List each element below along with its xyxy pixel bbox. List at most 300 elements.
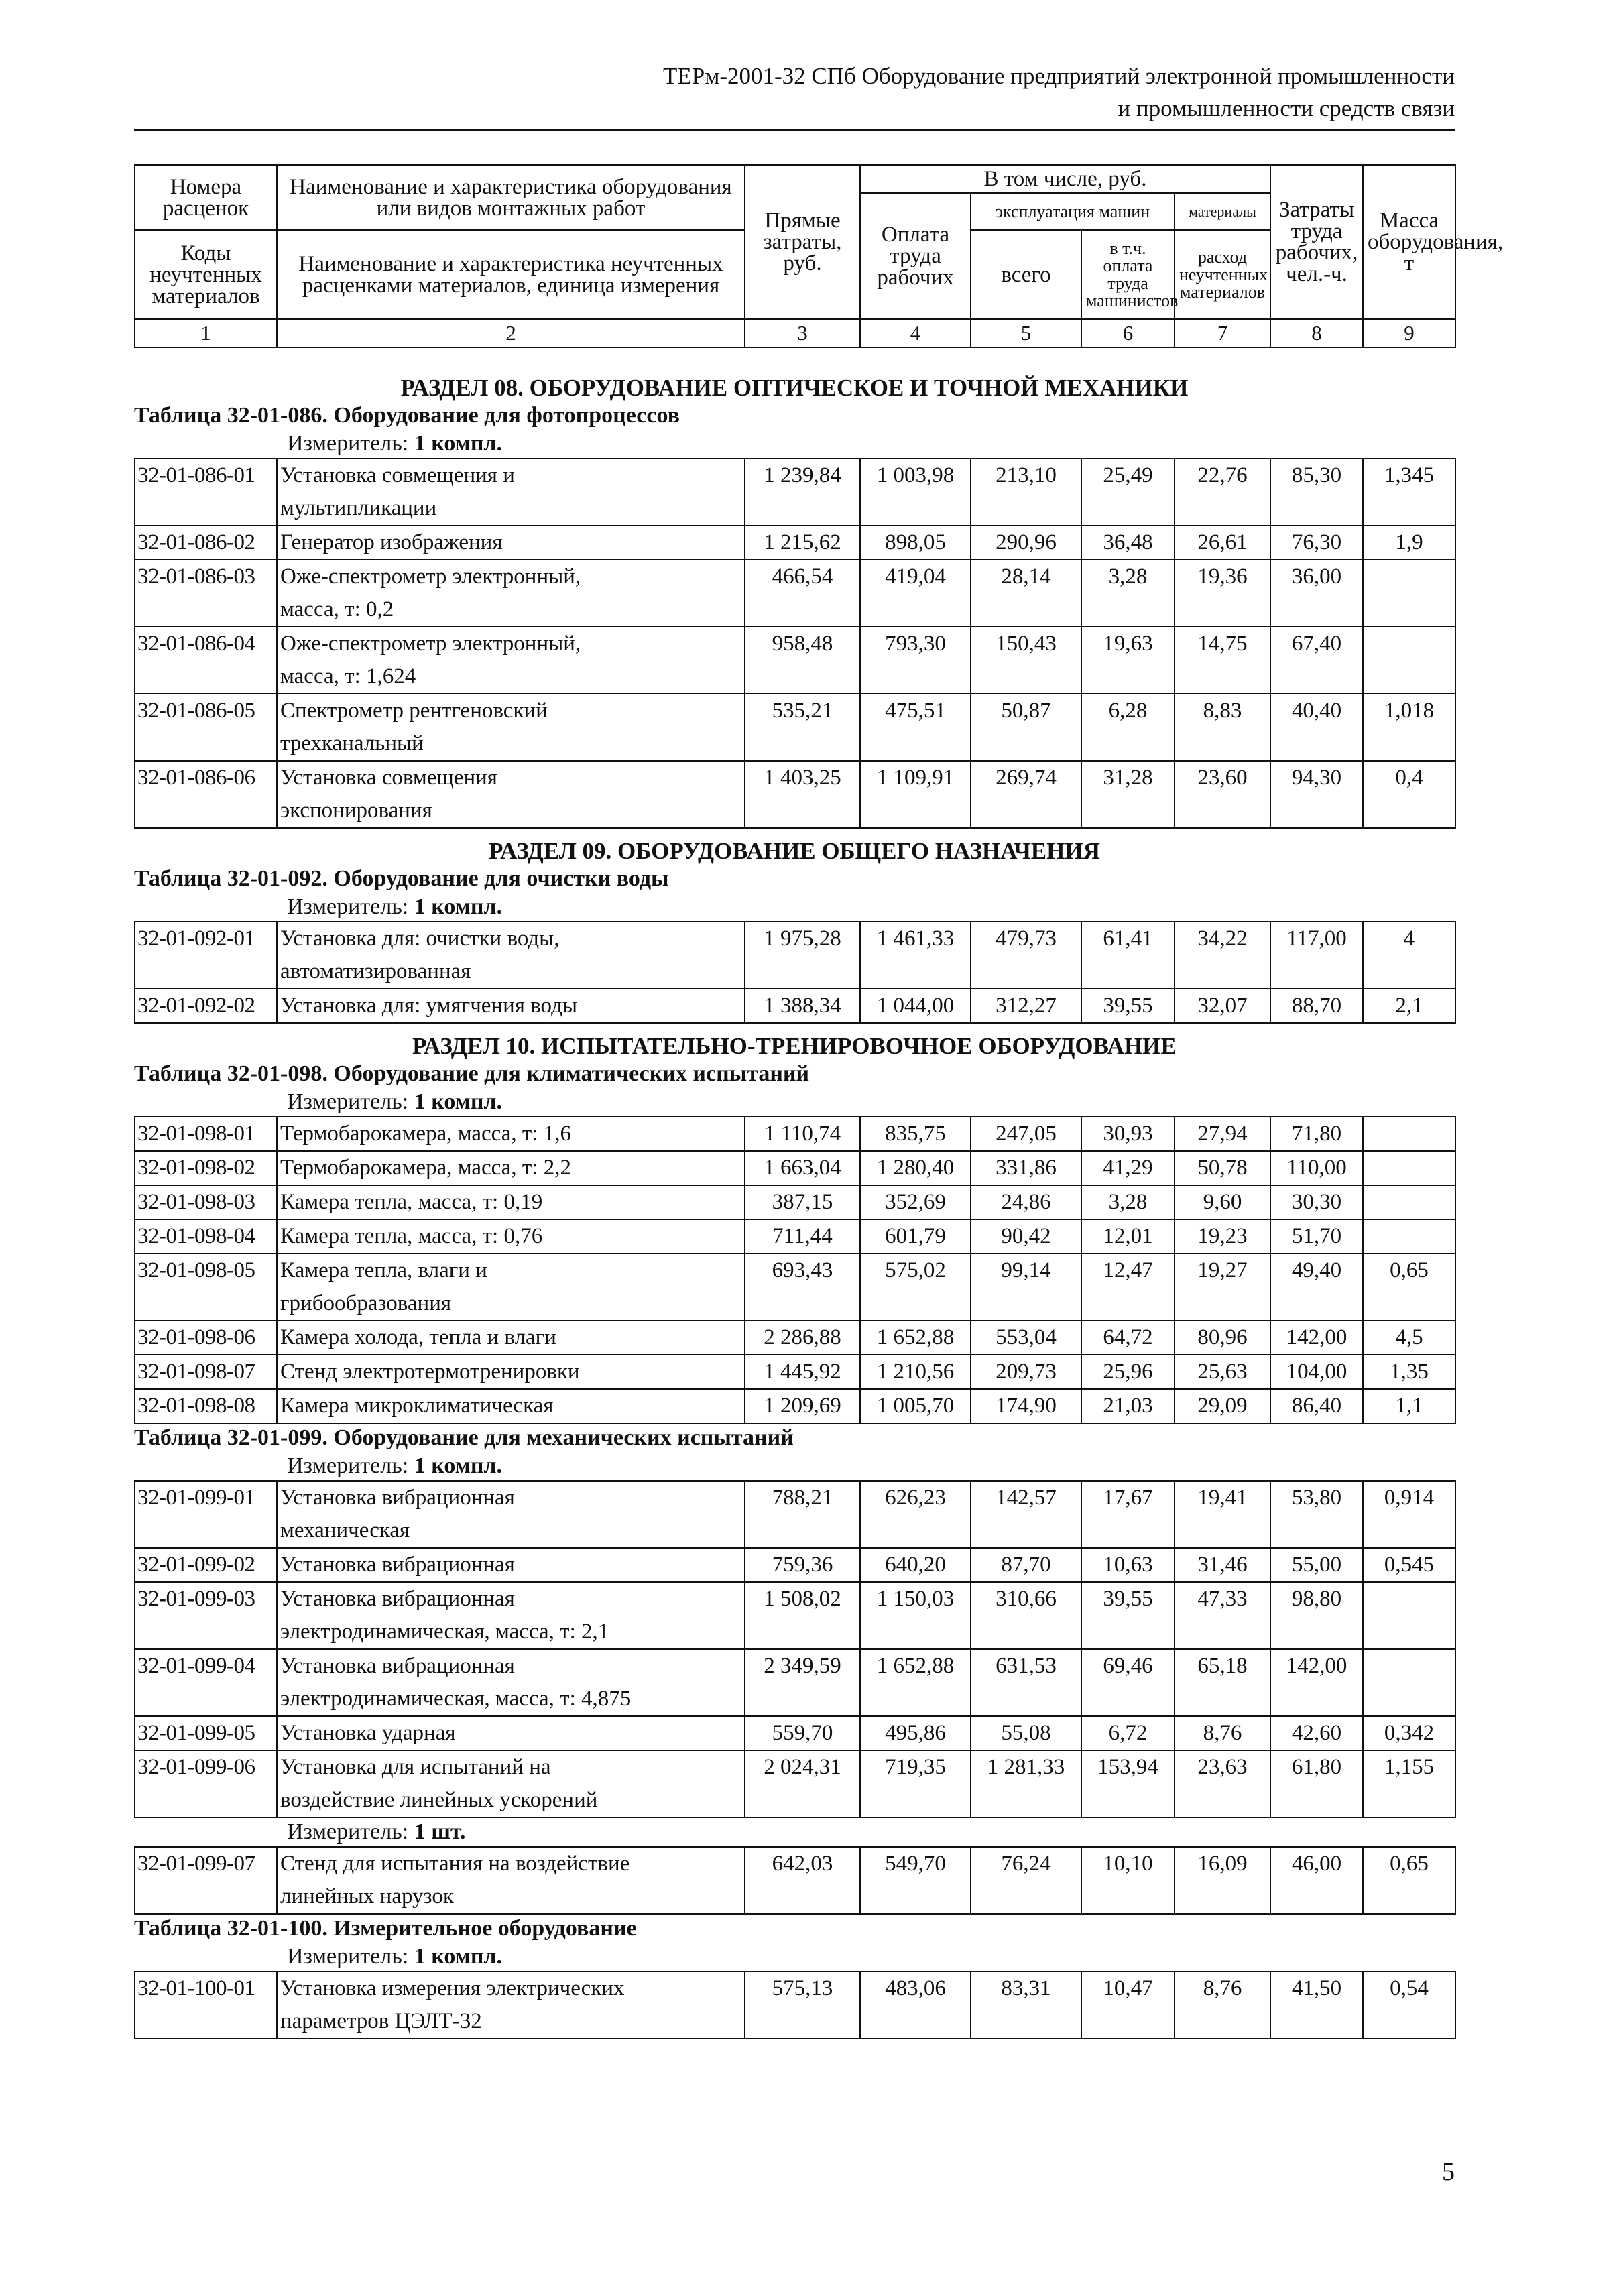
rate-name-line: Установка совмещения	[280, 766, 497, 790]
rates-table	[134, 1116, 1456, 1424]
cell-labor: 51,70	[1270, 1219, 1363, 1254]
rate-name	[277, 1321, 745, 1355]
rate-name-line: Установка совмещения и	[280, 463, 515, 487]
rate-name	[277, 1716, 745, 1750]
column-number: 6	[1081, 319, 1175, 347]
rate-code: 32-01-100-01	[135, 1972, 277, 2039]
cell-labor: 49,40	[1270, 1254, 1363, 1321]
measure-value: 1 компл.	[414, 1453, 503, 1478]
cell-machine-wages: 10,10	[1081, 1847, 1175, 1914]
column-number: 8	[1270, 319, 1363, 347]
table-row	[135, 560, 1455, 627]
rate-code: 32-01-092-01	[135, 922, 277, 989]
cell-wages: 1 005,70	[860, 1389, 971, 1423]
rate-name-line: грибообразования	[280, 1291, 452, 1315]
cell-machines: 99,14	[971, 1254, 1081, 1321]
rate-name	[277, 1847, 745, 1914]
rate-name-line: трехканальный	[280, 731, 424, 756]
rate-code: 32-01-098-05	[135, 1254, 277, 1321]
rate-name-line: масса, т: 0,2	[280, 597, 394, 621]
measure-line	[287, 893, 1455, 921]
rate-name-line: Установка вибрационная	[280, 1486, 515, 1510]
section-title: РАЗДЕЛ 08. ОБОРУДОВАНИЕ ОПТИЧЕСКОЕ И ТОЧНОЙ МЕХАНИКИ	[400, 375, 1189, 401]
cell-labor: 46,00	[1270, 1847, 1363, 1914]
rate-name-line: Камера холода, тепла и влаги	[280, 1325, 556, 1349]
cell-labor: 110,00	[1270, 1151, 1363, 1185]
rate-name	[277, 1548, 745, 1582]
cell-machine-wages: 25,96	[1081, 1355, 1175, 1389]
measure-label: Измеритель:	[287, 1944, 409, 1969]
table-row	[135, 1847, 1455, 1914]
column-number: 9	[1363, 319, 1455, 347]
rate-code: 32-01-092-02	[135, 989, 277, 1023]
measure-value: 1 компл.	[414, 1089, 503, 1114]
cell-direct-costs: 1 403,25	[745, 761, 860, 828]
section-title: РАЗДЕЛ 09. ОБОРУДОВАНИЕ ОБЩЕГО НАЗНАЧЕНИЯ	[489, 838, 1100, 864]
table-row	[135, 1716, 1455, 1750]
measure-line	[287, 1818, 1455, 1846]
head-in-total: В том числе, руб.	[860, 165, 1270, 193]
cell-direct-costs: 559,70	[745, 1716, 860, 1750]
measure-label: Измеритель:	[287, 1819, 409, 1844]
cell-machine-wages: 41,29	[1081, 1151, 1175, 1185]
rate-name-line: Оже-спектрометр электронный,	[280, 564, 581, 589]
cell-direct-costs: 2 349,59	[745, 1649, 860, 1716]
cell-mass	[1363, 1219, 1455, 1254]
rate-name-line: мультипликации	[280, 496, 437, 520]
cell-wages: 1 652,88	[860, 1321, 971, 1355]
cell-wages: 1 280,40	[860, 1151, 971, 1185]
cell-machine-wages: 153,94	[1081, 1750, 1175, 1817]
cell-mass: 0,914	[1363, 1481, 1455, 1548]
table-title: Таблица 32-01-098. Оборудование для климатических испытаний	[134, 1061, 810, 1086]
cell-labor: 67,40	[1270, 627, 1363, 694]
cell-materials: 25,63	[1175, 1355, 1270, 1389]
cell-materials: 8,76	[1175, 1972, 1270, 2039]
cell-direct-costs: 2 286,88	[745, 1321, 860, 1355]
rate-name-line: механическая	[280, 1518, 410, 1543]
rate-name-line: Установка для: очистки воды,	[280, 926, 560, 951]
rate-code: 32-01-099-02	[135, 1548, 277, 1582]
rate-code: 32-01-098-07	[135, 1355, 277, 1389]
cell-machines: 247,05	[971, 1117, 1081, 1151]
measure-line	[287, 1452, 1455, 1480]
running-header-line-1: ТЕРм-2001-32 СПб Оборудование предприятий электронной промышленности	[662, 63, 1455, 89]
cell-labor: 104,00	[1270, 1355, 1363, 1389]
cell-machines: 479,73	[971, 922, 1081, 989]
cell-mass	[1363, 627, 1455, 694]
cell-labor: 40,40	[1270, 694, 1363, 761]
cell-direct-costs: 711,44	[745, 1219, 860, 1254]
rate-name-line: Камера микроклиматическая	[280, 1394, 554, 1418]
cell-direct-costs: 1 975,28	[745, 922, 860, 989]
head-machines-all: всего	[971, 230, 1081, 319]
rate-code: 32-01-086-01	[135, 459, 277, 526]
cell-materials: 65,18	[1175, 1649, 1270, 1716]
table-row	[135, 1151, 1455, 1185]
table-row	[135, 1254, 1455, 1321]
rate-name-line: электродинамическая, масса, т: 4,875	[280, 1687, 632, 1711]
cell-wages: 1 150,03	[860, 1582, 971, 1649]
cell-mass	[1363, 1117, 1455, 1151]
cell-mass	[1363, 1185, 1455, 1219]
column-header-table	[134, 164, 1504, 348]
cell-machines: 209,73	[971, 1355, 1081, 1389]
cell-mass: 0,65	[1363, 1254, 1455, 1321]
cell-mass: 0,65	[1363, 1847, 1455, 1914]
rate-name	[277, 989, 745, 1023]
rate-code: 32-01-086-04	[135, 627, 277, 694]
rate-code: 32-01-086-06	[135, 761, 277, 828]
rate-name	[277, 459, 745, 526]
running-header-line-2: и промышленности средств связи	[1118, 95, 1455, 121]
cell-machine-wages: 39,55	[1081, 1582, 1175, 1649]
rate-name-line: экспонирования	[280, 798, 432, 823]
cell-materials: 19,27	[1175, 1254, 1270, 1321]
column-number: 4	[860, 319, 971, 347]
rate-name	[277, 1750, 745, 1817]
running-header	[134, 60, 1455, 125]
rate-name-line: воздействие линейных ускорений	[280, 1788, 598, 1812]
table-row	[135, 1649, 1455, 1716]
rate-name-line: Камера тепла, влаги и	[280, 1258, 487, 1282]
cell-labor: 142,00	[1270, 1321, 1363, 1355]
cell-materials: 26,61	[1175, 526, 1270, 560]
head-name-bottom: Наименование и характеристика неучтенных расценками материалов, единица измерения	[277, 230, 745, 319]
cell-materials: 8,76	[1175, 1716, 1270, 1750]
rate-name-line: линейных нарузок	[280, 1884, 454, 1909]
cell-wages: 475,51	[860, 694, 971, 761]
cell-labor: 98,80	[1270, 1582, 1363, 1649]
rate-name-line: Камера тепла, масса, т: 0,76	[280, 1224, 543, 1248]
measure-line	[287, 430, 1455, 458]
table-title: Таблица 32-01-099. Оборудование для механических испытаний	[134, 1425, 794, 1450]
cell-labor: 76,30	[1270, 526, 1363, 560]
rate-name	[277, 1649, 745, 1716]
rate-code: 32-01-098-01	[135, 1117, 277, 1151]
rate-name	[277, 1185, 745, 1219]
rate-name-line: Оже-спектрометр электронный,	[280, 631, 581, 656]
rate-name-line: электродинамическая, масса, т: 2,1	[280, 1620, 609, 1644]
column-number: 7	[1175, 319, 1270, 347]
measure-value: 1 компл.	[414, 1944, 503, 1969]
cell-labor: 36,00	[1270, 560, 1363, 627]
cell-mass: 0,342	[1363, 1716, 1455, 1750]
measure-label: Измеритель:	[287, 1453, 409, 1478]
cell-machine-wages: 19,63	[1081, 627, 1175, 694]
cell-materials: 19,41	[1175, 1481, 1270, 1548]
measure-label: Измеритель:	[287, 431, 409, 456]
table-row	[135, 1185, 1455, 1219]
cell-machine-wages: 36,48	[1081, 526, 1175, 560]
table-row	[135, 1548, 1455, 1582]
cell-machine-wages: 31,28	[1081, 761, 1175, 828]
table-row	[135, 989, 1455, 1023]
rate-name-line: Стенд для испытания на воздействие	[280, 1852, 630, 1876]
head-machines: эксплуатация машин	[971, 193, 1175, 230]
rate-name-line: масса, т: 1,624	[280, 664, 416, 688]
table-row	[135, 459, 1455, 526]
table-row	[135, 1582, 1455, 1649]
cell-machines: 150,43	[971, 627, 1081, 694]
cell-materials: 19,23	[1175, 1219, 1270, 1254]
cell-mass: 1,1	[1363, 1389, 1455, 1423]
head-machines-wages: в т.ч. оплата труда машинистов	[1081, 230, 1175, 319]
cell-wages: 640,20	[860, 1548, 971, 1582]
rate-name	[277, 1972, 745, 2039]
column-number: 2	[277, 319, 745, 347]
document-page	[134, 60, 1504, 2039]
table-row	[135, 922, 1455, 989]
cell-labor: 55,00	[1270, 1548, 1363, 1582]
column-number: 1	[135, 319, 277, 347]
cell-machine-wages: 12,01	[1081, 1219, 1175, 1254]
table-row	[135, 526, 1455, 560]
rates-table	[134, 1971, 1456, 2039]
rate-name-line: автоматизированная	[280, 959, 471, 983]
cell-wages: 626,23	[860, 1481, 971, 1548]
cell-mass: 1,018	[1363, 694, 1455, 761]
cell-mass: 2,1	[1363, 989, 1455, 1023]
cell-labor: 41,50	[1270, 1972, 1363, 2039]
cell-direct-costs: 1 445,92	[745, 1355, 860, 1389]
head-mass: Масса оборудования, т	[1363, 165, 1455, 319]
cell-direct-costs: 1 110,74	[745, 1117, 860, 1151]
cell-labor: 86,40	[1270, 1389, 1363, 1423]
cell-machines: 331,86	[971, 1151, 1081, 1185]
rate-name-line: Термобарокамера, масса, т: 2,2	[280, 1156, 571, 1180]
cell-machine-wages: 25,49	[1081, 459, 1175, 526]
rate-code: 32-01-099-06	[135, 1750, 277, 1817]
cell-direct-costs: 1 239,84	[745, 459, 860, 526]
rate-name	[277, 1389, 745, 1423]
cell-machines: 1 281,33	[971, 1750, 1081, 1817]
cell-machine-wages: 12,47	[1081, 1254, 1175, 1321]
cell-mass: 1,155	[1363, 1750, 1455, 1817]
rate-name-line: Установка вибрационная	[280, 1553, 515, 1577]
table-row	[135, 761, 1455, 828]
cell-labor: 94,30	[1270, 761, 1363, 828]
table-title: Таблица 32-01-086. Оборудование для фотопроцессов	[134, 403, 680, 428]
cell-mass: 1,35	[1363, 1355, 1455, 1389]
cell-materials: 16,09	[1175, 1847, 1270, 1914]
sections-container	[134, 375, 1455, 2039]
head-material-codes: Коды неучтенных материалов	[135, 230, 277, 319]
cell-machines: 55,08	[971, 1716, 1081, 1750]
rate-name-line: Установка вибрационная	[280, 1587, 515, 1611]
table-title: Таблица 32-01-100. Измерительное оборудование	[134, 1916, 637, 1941]
cell-materials: 29,09	[1175, 1389, 1270, 1423]
cell-machine-wages: 69,46	[1081, 1649, 1175, 1716]
cell-mass: 1,345	[1363, 459, 1455, 526]
cell-machines: 76,24	[971, 1847, 1081, 1914]
measure-label: Измеритель:	[287, 894, 409, 919]
cell-materials: 80,96	[1175, 1321, 1270, 1355]
cell-materials: 22,76	[1175, 459, 1270, 526]
cell-direct-costs: 958,48	[745, 627, 860, 694]
cell-machines: 290,96	[971, 526, 1081, 560]
rate-code: 32-01-098-06	[135, 1321, 277, 1355]
cell-direct-costs: 788,21	[745, 1481, 860, 1548]
cell-labor: 85,30	[1270, 459, 1363, 526]
cell-materials: 32,07	[1175, 989, 1270, 1023]
cell-materials: 19,36	[1175, 560, 1270, 627]
rate-code: 32-01-098-08	[135, 1389, 277, 1423]
cell-machines: 87,70	[971, 1548, 1081, 1582]
cell-machines: 310,66	[971, 1582, 1081, 1649]
rate-code: 32-01-099-01	[135, 1481, 277, 1548]
cell-materials: 27,94	[1175, 1117, 1270, 1151]
rate-name-line: Установка ударная	[280, 1721, 456, 1745]
cell-direct-costs: 1 663,04	[745, 1151, 860, 1185]
cell-mass	[1363, 1151, 1455, 1185]
cell-machines: 142,57	[971, 1481, 1081, 1548]
rate-code: 32-01-099-07	[135, 1847, 277, 1914]
cell-wages: 835,75	[860, 1117, 971, 1151]
rates-table	[134, 921, 1456, 1024]
cell-direct-costs: 575,13	[745, 1972, 860, 2039]
rate-name-line: Генератор изображения	[280, 530, 503, 554]
cell-labor: 71,80	[1270, 1117, 1363, 1151]
rate-code: 32-01-098-04	[135, 1219, 277, 1254]
table-row	[135, 1321, 1455, 1355]
cell-direct-costs: 1 209,69	[745, 1389, 860, 1423]
cell-wages: 1 109,91	[860, 761, 971, 828]
head-materials-unaccounted: расход неучтенных материалов	[1175, 230, 1270, 319]
cell-direct-costs: 535,21	[745, 694, 860, 761]
cell-mass	[1363, 560, 1455, 627]
rate-code: 32-01-099-03	[135, 1582, 277, 1649]
cell-materials: 14,75	[1175, 627, 1270, 694]
rate-name	[277, 1117, 745, 1151]
rate-name	[277, 761, 745, 828]
rate-code: 32-01-086-02	[135, 526, 277, 560]
rates-table	[134, 1480, 1456, 1818]
cell-wages: 1 003,98	[860, 459, 971, 526]
cell-machine-wages: 61,41	[1081, 922, 1175, 989]
cell-wages: 1 652,88	[860, 1649, 971, 1716]
column-number: 3	[745, 319, 860, 347]
cell-wages: 1 210,56	[860, 1355, 971, 1389]
cell-labor: 42,60	[1270, 1716, 1363, 1750]
measure-value: 1 компл.	[414, 431, 503, 456]
cell-machine-wages: 30,93	[1081, 1117, 1175, 1151]
rate-name-line: Термобарокамера, масса, т: 1,6	[280, 1122, 571, 1146]
rate-name-line: Установка измерения электрических	[280, 1976, 625, 2000]
table-row	[135, 1355, 1455, 1389]
column-number: 5	[971, 319, 1081, 347]
rate-name	[277, 1582, 745, 1649]
rate-name-line: Спектрометр рентгеновский	[280, 699, 548, 723]
rate-name	[277, 694, 745, 761]
measure-line	[287, 1088, 1455, 1116]
column-number-row	[135, 319, 1455, 347]
cell-materials: 34,22	[1175, 922, 1270, 989]
cell-labor: 88,70	[1270, 989, 1363, 1023]
cell-wages: 575,02	[860, 1254, 971, 1321]
table-row	[135, 627, 1455, 694]
head-wages: Оплата труда рабочих	[860, 193, 971, 319]
cell-labor: 61,80	[1270, 1750, 1363, 1817]
rate-name-line: Установка вибрационная	[280, 1654, 515, 1678]
rate-name	[277, 526, 745, 560]
cell-machine-wages: 3,28	[1081, 560, 1175, 627]
rate-name-line: Стенд электротермотренировки	[280, 1360, 580, 1384]
rate-name	[277, 1355, 745, 1389]
cell-mass	[1363, 1649, 1455, 1716]
cell-machine-wages: 39,55	[1081, 989, 1175, 1023]
head-labor: Затраты труда рабочих, чел.-ч.	[1270, 165, 1363, 319]
cell-machine-wages: 64,72	[1081, 1321, 1175, 1355]
cell-machine-wages: 6,72	[1081, 1716, 1175, 1750]
rate-name	[277, 627, 745, 694]
head-direct-costs: Прямые затраты, руб.	[745, 165, 860, 319]
table-row	[135, 1389, 1455, 1423]
cell-machine-wages: 17,67	[1081, 1481, 1175, 1548]
cell-machine-wages: 6,28	[1081, 694, 1175, 761]
rate-name	[277, 1151, 745, 1185]
cell-machines: 312,27	[971, 989, 1081, 1023]
rate-name-line: Установка для испытаний на	[280, 1755, 551, 1779]
cell-wages: 483,06	[860, 1972, 971, 2039]
table-row	[135, 1750, 1455, 1817]
header-rule	[134, 129, 1455, 131]
cell-machine-wages: 21,03	[1081, 1389, 1175, 1423]
cell-direct-costs: 642,03	[745, 1847, 860, 1914]
cell-labor: 142,00	[1270, 1649, 1363, 1716]
table-row	[135, 1117, 1455, 1151]
cell-wages: 793,30	[860, 627, 971, 694]
table-row	[135, 1481, 1455, 1548]
cell-direct-costs: 466,54	[745, 560, 860, 627]
cell-direct-costs: 1 215,62	[745, 526, 860, 560]
rate-code: 32-01-086-03	[135, 560, 277, 627]
rate-code: 32-01-098-03	[135, 1185, 277, 1219]
cell-machines: 50,87	[971, 694, 1081, 761]
cell-machine-wages: 10,47	[1081, 1972, 1175, 2039]
measure-line	[287, 1943, 1455, 1971]
rate-name-line: Установка для: умягчения воды	[280, 993, 578, 1018]
table-row	[135, 694, 1455, 761]
cell-direct-costs: 1 388,34	[745, 989, 860, 1023]
cell-materials: 47,33	[1175, 1582, 1270, 1649]
measure-label: Измеритель:	[287, 1089, 409, 1114]
rates-table	[134, 1846, 1456, 1915]
cell-mass	[1363, 1582, 1455, 1649]
cell-wages: 419,04	[860, 560, 971, 627]
cell-machines: 553,04	[971, 1321, 1081, 1355]
table-row	[135, 1972, 1455, 2039]
rates-table	[134, 458, 1456, 829]
cell-direct-costs: 759,36	[745, 1548, 860, 1582]
cell-materials: 31,46	[1175, 1548, 1270, 1582]
cell-machine-wages: 3,28	[1081, 1185, 1175, 1219]
rate-name	[277, 922, 745, 989]
table-row	[135, 1219, 1455, 1254]
page-number: 5	[1442, 2158, 1455, 2186]
cell-mass: 4,5	[1363, 1321, 1455, 1355]
cell-wages: 719,35	[860, 1750, 971, 1817]
measure-value: 1 шт.	[414, 1819, 466, 1844]
cell-materials: 23,63	[1175, 1750, 1270, 1817]
cell-mass: 1,9	[1363, 526, 1455, 560]
cell-mass: 0,54	[1363, 1972, 1455, 2039]
cell-wages: 601,79	[860, 1219, 971, 1254]
cell-mass: 0,4	[1363, 761, 1455, 828]
cell-machines: 269,74	[971, 761, 1081, 828]
head-materials: материалы	[1175, 193, 1270, 230]
cell-machines: 90,42	[971, 1219, 1081, 1254]
